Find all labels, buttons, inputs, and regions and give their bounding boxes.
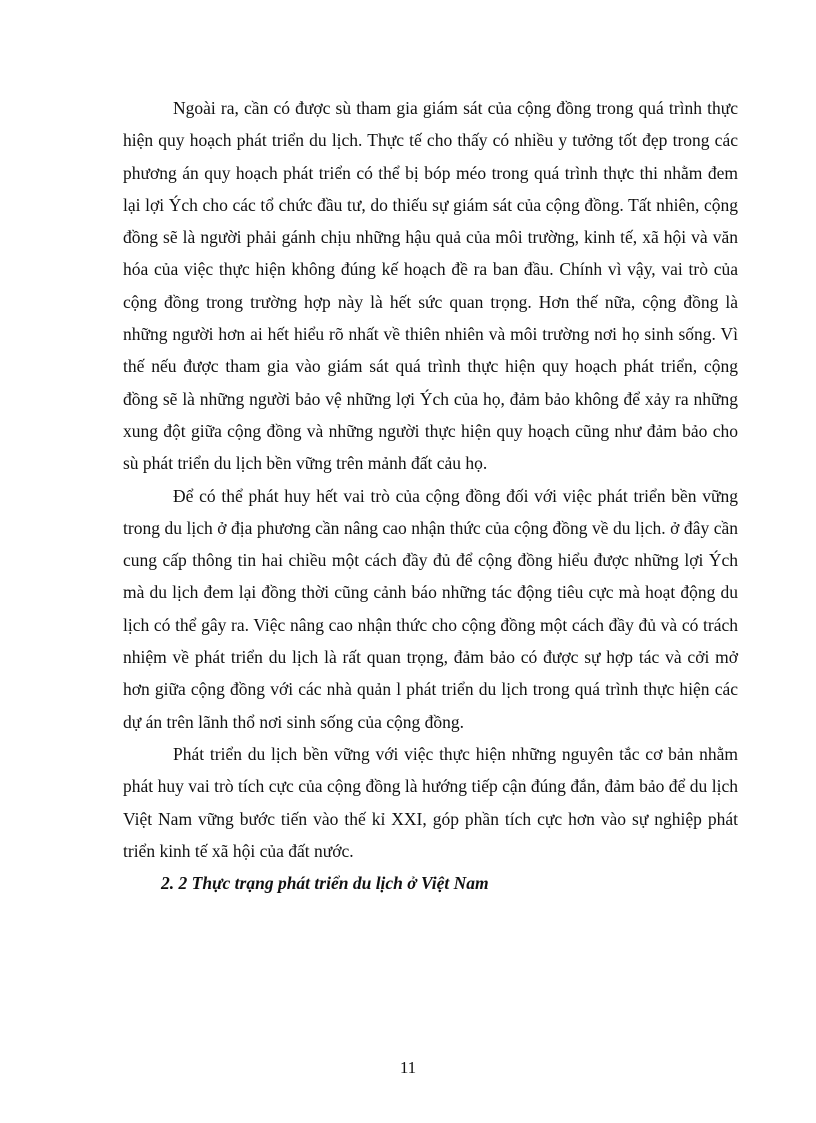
- page-number: 11: [399, 1058, 417, 1077]
- paragraph-community-awareness: Để có thể phát huy hết vai trò của cộng đồng đối với việc phát triển bền vững trong du lịch ở địa phương cần nâng cao nhận thức của cộng đồng về du lịch. ở đây cần cung cấp thông tin hai chiều một cách đầy đủ để cộng đồng hiểu được những lợi Ých mà du lịch đem lại đồng thời cũng cảnh báo những tác động tiêu cực mà hoạt động du lịch có thể gây ra. Việc nâng cao nhận thức cho cộng đồng một cách đầy đủ và có trách nhiệm về phát triển du lịch là rất quan trọng, đảm bảo có được sự hợp tác và cởi mở hơn giữa cộng đồng với các nhà quản l phát triển du lịch trong quá trình thực hiện các dự án trên lãnh thổ nơi sinh sống của cộng đồng.: [123, 485, 738, 732]
- paragraph-sustainable-development: Phát triển du lịch bền vững với việc thực hiện những nguyên tắc cơ bản nhằm phát huy vai trò tích cực của cộng đồng là hướng tiếp cận đúng đắn, đảm bảo để du lịch Việt Nam vững bước tiến vào thế kỉ XXI, góp phần tích cực hơn vào sự nghiệp phát triển kinh tế xã hội của đất nước.: [123, 743, 738, 861]
- page-content: [123, 92, 738, 899]
- section-heading: 2. 2 Thực trạng phát triển du lịch ở Việt Nam: [161, 873, 489, 894]
- paragraph-community-monitoring: Ngoài ra, cần có được sù tham gia giám sát của cộng đồng trong quá trình thực hiện quy hoạch phát triển du lịch. Thực tế cho thấy có nhiều y tưởng tốt đẹp trong các phương án quy hoạch phát triển có thể bị bóp méo trong quá trình thực thi nhằm đem lại lợi Ých cho các tổ chức đầu tư, do thiếu sự giám sát của cộng đồng. Tất nhiên, cộng đồng sẽ là người phải gánh chịu những hậu quả của môi trường, kinh tế, xã hội và văn hóa của việc thực hiện không đúng kế hoạch đề ra ban đầu. Chính vì vậy, vai trò của cộng đồng trong trường hợp này là hết sức quan trọng. Hơn thế nữa, cộng đồng là những người hơn ai hết hiểu rõ nhất về thiên nhiên và môi trường nơi họ sinh sống. Vì thế nếu được tham gia vào giám sát quá trình thực hiện quy hoạch phát triển, cộng đồng sẽ là những người bảo vệ những lợi Ých của họ, đảm bảo không để xảy ra những xung đột giữa cộng đồng và những người thực hiện quy hoạch cũng như đảm bảo cho sù phát triển du lịch bền vững trên mảnh đất cảu họ.: [123, 98, 738, 474]
